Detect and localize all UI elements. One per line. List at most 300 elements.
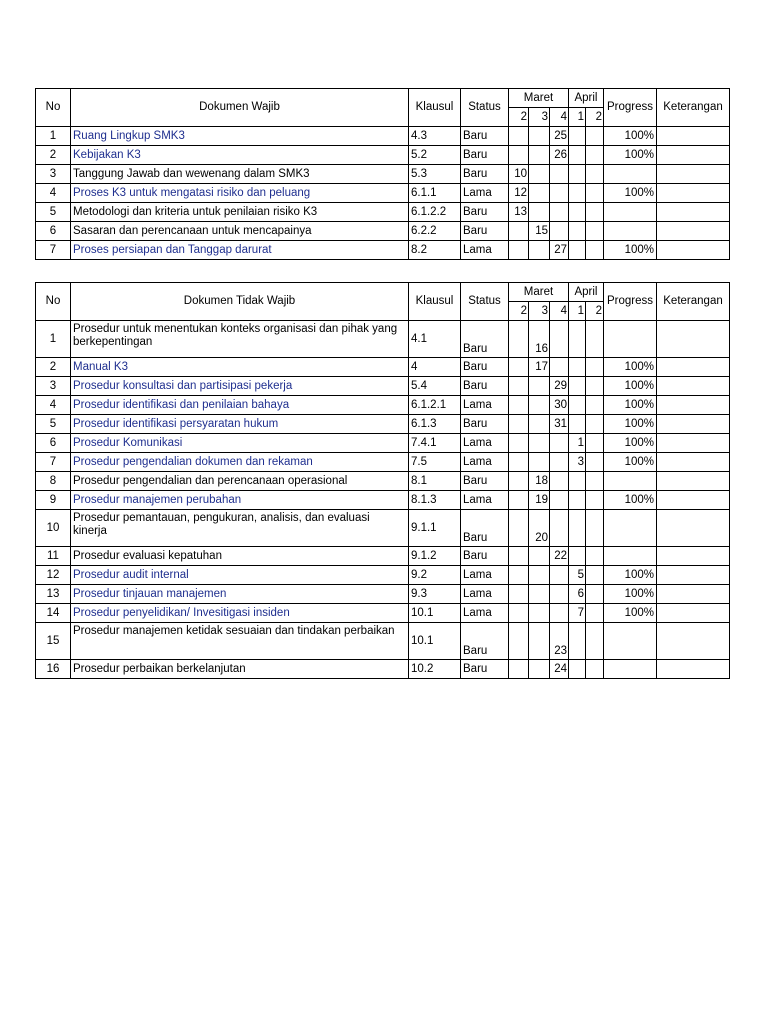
- klausul-cell: 5.3: [409, 165, 461, 184]
- table-row: [36, 146, 730, 165]
- klausul-cell: 6.1.2.1: [409, 396, 461, 415]
- progress-cell: 100%: [604, 127, 657, 146]
- klausul-cell: 4.1: [409, 321, 461, 358]
- row-number: 2: [36, 146, 71, 165]
- maret-week-2-cell: [509, 566, 529, 585]
- status-cell: Baru: [461, 415, 509, 434]
- progress-cell: [604, 547, 657, 566]
- april-week-2-cell: [586, 434, 604, 453]
- header-maret-week: 4: [550, 302, 569, 321]
- document-name: Prosedur pemantauan, pengukuran, analisis, dan evaluasi kinerja: [71, 510, 409, 547]
- header-april-week: 1: [569, 108, 586, 127]
- maret-week-3-cell: [529, 585, 550, 604]
- header-dokumen-wajib: Dokumen Wajib: [71, 89, 409, 127]
- header-maret: Maret: [509, 89, 569, 108]
- row-number: 12: [36, 566, 71, 585]
- april-week-2-cell: [586, 358, 604, 377]
- maret-week-2-cell: [509, 358, 529, 377]
- row-number: 16: [36, 660, 71, 679]
- status-cell: Baru: [461, 165, 509, 184]
- maret-week-4-cell: 25: [550, 127, 569, 146]
- maret-week-4-cell: 26: [550, 146, 569, 165]
- table-row: [36, 453, 730, 472]
- maret-week-4-cell: 29: [550, 377, 569, 396]
- april-week-2-cell: [586, 660, 604, 679]
- header-maret: Maret: [509, 283, 569, 302]
- maret-week-2-cell: 10: [509, 165, 529, 184]
- document-name: Prosedur audit internal: [71, 566, 409, 585]
- april-week-1-cell: [569, 623, 586, 660]
- progress-cell: [604, 222, 657, 241]
- keterangan-cell: [657, 453, 730, 472]
- april-week-2-cell: [586, 321, 604, 358]
- header-april-week: 2: [586, 108, 604, 127]
- klausul-cell: 8.2: [409, 241, 461, 260]
- table-row: [36, 491, 730, 510]
- keterangan-cell: [657, 660, 730, 679]
- maret-week-4-cell: 24: [550, 660, 569, 679]
- maret-week-4-cell: 23: [550, 623, 569, 660]
- maret-week-2-cell: [509, 241, 529, 260]
- maret-week-2-cell: [509, 415, 529, 434]
- status-cell: Lama: [461, 566, 509, 585]
- klausul-cell: 7.5: [409, 453, 461, 472]
- april-week-1-cell: [569, 491, 586, 510]
- status-cell: Baru: [461, 222, 509, 241]
- maret-week-2-cell: [509, 321, 529, 358]
- april-week-1-cell: [569, 146, 586, 165]
- progress-cell: 100%: [604, 604, 657, 623]
- klausul-cell: 8.1.3: [409, 491, 461, 510]
- keterangan-cell: [657, 146, 730, 165]
- april-week-2-cell: [586, 472, 604, 491]
- table-row: [36, 321, 730, 358]
- table-row: [36, 396, 730, 415]
- keterangan-cell: [657, 165, 730, 184]
- document-name: Prosedur perbaikan berkelanjutan: [71, 660, 409, 679]
- april-week-2-cell: [586, 415, 604, 434]
- status-cell: Baru: [461, 321, 509, 358]
- keterangan-cell: [657, 491, 730, 510]
- table-row: [36, 358, 730, 377]
- row-number: 6: [36, 222, 71, 241]
- progress-cell: 100%: [604, 453, 657, 472]
- maret-week-4-cell: [550, 491, 569, 510]
- april-week-2-cell: [586, 585, 604, 604]
- maret-week-3-cell: [529, 165, 550, 184]
- header-maret-week: 2: [509, 302, 529, 321]
- progress-cell: [604, 623, 657, 660]
- maret-week-3-cell: 19: [529, 491, 550, 510]
- maret-week-4-cell: [550, 184, 569, 203]
- status-cell: Lama: [461, 396, 509, 415]
- progress-cell: [604, 472, 657, 491]
- table-row: [36, 660, 730, 679]
- maret-week-2-cell: [509, 491, 529, 510]
- header-april: April: [569, 89, 604, 108]
- table-row: [36, 510, 730, 547]
- table-row: [36, 623, 730, 660]
- keterangan-cell: [657, 566, 730, 585]
- status-cell: Baru: [461, 203, 509, 222]
- april-week-1-cell: [569, 222, 586, 241]
- keterangan-cell: [657, 547, 730, 566]
- row-number: 9: [36, 491, 71, 510]
- status-cell: Baru: [461, 472, 509, 491]
- row-number: 15: [36, 623, 71, 660]
- row-number: 2: [36, 358, 71, 377]
- april-week-2-cell: [586, 566, 604, 585]
- april-week-2-cell: [586, 127, 604, 146]
- status-cell: Baru: [461, 547, 509, 566]
- row-number: 14: [36, 604, 71, 623]
- maret-week-3-cell: [529, 184, 550, 203]
- keterangan-cell: [657, 203, 730, 222]
- table-row: [36, 585, 730, 604]
- document-name: Prosedur konsultasi dan partisipasi pekerja: [71, 377, 409, 396]
- klausul-cell: 9.2: [409, 566, 461, 585]
- april-week-1-cell: [569, 358, 586, 377]
- status-cell: Baru: [461, 623, 509, 660]
- table-row: [36, 566, 730, 585]
- april-week-2-cell: [586, 146, 604, 165]
- april-week-1-cell: [569, 203, 586, 222]
- header-keterangan: Keterangan: [657, 283, 730, 321]
- table-row: [36, 415, 730, 434]
- april-week-2-cell: [586, 222, 604, 241]
- row-number: 4: [36, 184, 71, 203]
- header-klausul: Klausul: [409, 283, 461, 321]
- document-name: Proses K3 untuk mengatasi risiko dan peluang: [71, 184, 409, 203]
- april-week-1-cell: 6: [569, 585, 586, 604]
- maret-week-3-cell: [529, 377, 550, 396]
- status-cell: Lama: [461, 434, 509, 453]
- status-cell: Lama: [461, 491, 509, 510]
- klausul-cell: 10.1: [409, 604, 461, 623]
- april-week-1-cell: [569, 547, 586, 566]
- april-week-2-cell: [586, 203, 604, 222]
- table-row: [36, 547, 730, 566]
- header-klausul: Klausul: [409, 89, 461, 127]
- row-number: 7: [36, 241, 71, 260]
- table-row: [36, 184, 730, 203]
- klausul-cell: 5.2: [409, 146, 461, 165]
- progress-cell: 100%: [604, 358, 657, 377]
- progress-cell: [604, 165, 657, 184]
- maret-week-4-cell: 30: [550, 396, 569, 415]
- document-name: Sasaran dan perencanaan untuk mencapainya: [71, 222, 409, 241]
- maret-week-4-cell: 22: [550, 547, 569, 566]
- document-name: Prosedur manajemen perubahan: [71, 491, 409, 510]
- document-name: Metodologi dan kriteria untuk penilaian risiko K3: [71, 203, 409, 222]
- dokumen-wajib-table: [35, 88, 730, 260]
- klausul-cell: 9.1.1: [409, 510, 461, 547]
- april-week-2-cell: [586, 604, 604, 623]
- april-week-1-cell: [569, 660, 586, 679]
- table-row: [36, 241, 730, 260]
- maret-week-2-cell: [509, 472, 529, 491]
- maret-week-2-cell: [509, 434, 529, 453]
- maret-week-2-cell: [509, 127, 529, 146]
- april-week-2-cell: [586, 547, 604, 566]
- klausul-cell: 4.3: [409, 127, 461, 146]
- table-row: [36, 165, 730, 184]
- maret-week-4-cell: [550, 321, 569, 358]
- maret-week-3-cell: [529, 604, 550, 623]
- maret-week-4-cell: [550, 585, 569, 604]
- april-week-1-cell: [569, 241, 586, 260]
- maret-week-4-cell: [550, 472, 569, 491]
- maret-week-3-cell: [529, 660, 550, 679]
- document-name: Prosedur identifikasi persyaratan hukum: [71, 415, 409, 434]
- april-week-1-cell: 1: [569, 434, 586, 453]
- header-maret-week: 3: [529, 302, 550, 321]
- row-number: 4: [36, 396, 71, 415]
- document-name: Prosedur pengendalian dan perencanaan operasional: [71, 472, 409, 491]
- keterangan-cell: [657, 510, 730, 547]
- april-week-2-cell: [586, 623, 604, 660]
- document-name: Prosedur manajemen ketidak sesuaian dan tindakan perbaikan: [71, 623, 409, 660]
- keterangan-cell: [657, 623, 730, 660]
- maret-week-3-cell: 16: [529, 321, 550, 358]
- maret-week-4-cell: [550, 358, 569, 377]
- table-row: [36, 377, 730, 396]
- document-name: Proses persiapan dan Tanggap darurat: [71, 241, 409, 260]
- status-cell: Baru: [461, 127, 509, 146]
- maret-week-3-cell: [529, 241, 550, 260]
- keterangan-cell: [657, 358, 730, 377]
- maret-week-2-cell: [509, 660, 529, 679]
- keterangan-cell: [657, 585, 730, 604]
- maret-week-2-cell: 13: [509, 203, 529, 222]
- april-week-1-cell: [569, 184, 586, 203]
- klausul-cell: 7.4.1: [409, 434, 461, 453]
- maret-week-4-cell: 31: [550, 415, 569, 434]
- april-week-2-cell: [586, 396, 604, 415]
- maret-week-3-cell: [529, 127, 550, 146]
- klausul-cell: 6.1.1: [409, 184, 461, 203]
- april-week-1-cell: 3: [569, 453, 586, 472]
- keterangan-cell: [657, 241, 730, 260]
- header-status: Status: [461, 89, 509, 127]
- status-cell: Baru: [461, 660, 509, 679]
- keterangan-cell: [657, 222, 730, 241]
- dokumen-wajib-rows: [36, 127, 730, 260]
- klausul-cell: 6.2.2: [409, 222, 461, 241]
- row-number: 5: [36, 415, 71, 434]
- maret-week-2-cell: [509, 623, 529, 660]
- maret-week-2-cell: [509, 547, 529, 566]
- maret-week-3-cell: [529, 434, 550, 453]
- april-week-2-cell: [586, 241, 604, 260]
- april-week-2-cell: [586, 165, 604, 184]
- maret-week-3-cell: [529, 566, 550, 585]
- april-week-1-cell: [569, 472, 586, 491]
- april-week-1-cell: [569, 415, 586, 434]
- header-progress: Progress: [604, 283, 657, 321]
- row-number: 3: [36, 165, 71, 184]
- maret-week-4-cell: [550, 434, 569, 453]
- maret-week-3-cell: [529, 415, 550, 434]
- maret-week-2-cell: [509, 604, 529, 623]
- header-no: No: [36, 89, 71, 127]
- klausul-cell: 10.1: [409, 623, 461, 660]
- maret-week-4-cell: [550, 566, 569, 585]
- april-week-2-cell: [586, 453, 604, 472]
- maret-week-3-cell: 15: [529, 222, 550, 241]
- progress-cell: 100%: [604, 146, 657, 165]
- document-name: Prosedur evaluasi kepatuhan: [71, 547, 409, 566]
- status-cell: Lama: [461, 604, 509, 623]
- keterangan-cell: [657, 434, 730, 453]
- april-week-1-cell: [569, 127, 586, 146]
- document-name: Prosedur untuk menentukan konteks organisasi dan pihak yang berkepentingan: [71, 321, 409, 358]
- april-week-2-cell: [586, 491, 604, 510]
- row-number: 13: [36, 585, 71, 604]
- progress-cell: [604, 510, 657, 547]
- table-row: [36, 604, 730, 623]
- header-keterangan: Keterangan: [657, 89, 730, 127]
- table-row: [36, 434, 730, 453]
- maret-week-2-cell: [509, 146, 529, 165]
- maret-week-4-cell: [550, 203, 569, 222]
- header-dokumen-tidak-wajib: Dokumen Tidak Wajib: [71, 283, 409, 321]
- header-progress: Progress: [604, 89, 657, 127]
- klausul-cell: 10.2: [409, 660, 461, 679]
- maret-week-2-cell: [509, 396, 529, 415]
- maret-week-2-cell: [509, 377, 529, 396]
- maret-week-2-cell: [509, 510, 529, 547]
- klausul-cell: 6.1.3: [409, 415, 461, 434]
- status-cell: Baru: [461, 358, 509, 377]
- april-week-1-cell: 5: [569, 566, 586, 585]
- status-cell: Baru: [461, 377, 509, 396]
- row-number: 11: [36, 547, 71, 566]
- progress-cell: 100%: [604, 184, 657, 203]
- header-april-week: 2: [586, 302, 604, 321]
- maret-week-3-cell: [529, 146, 550, 165]
- april-week-1-cell: [569, 321, 586, 358]
- maret-week-4-cell: [550, 510, 569, 547]
- maret-week-4-cell: [550, 222, 569, 241]
- status-cell: Lama: [461, 184, 509, 203]
- april-week-1-cell: [569, 396, 586, 415]
- maret-week-3-cell: 18: [529, 472, 550, 491]
- keterangan-cell: [657, 415, 730, 434]
- document-name: Prosedur identifikasi dan penilaian bahaya: [71, 396, 409, 415]
- keterangan-cell: [657, 127, 730, 146]
- keterangan-cell: [657, 604, 730, 623]
- keterangan-cell: [657, 321, 730, 358]
- maret-week-3-cell: [529, 623, 550, 660]
- document-name: Prosedur pengendalian dokumen dan rekaman: [71, 453, 409, 472]
- header-maret-week: 3: [529, 108, 550, 127]
- klausul-cell: 9.3: [409, 585, 461, 604]
- row-number: 10: [36, 510, 71, 547]
- klausul-cell: 9.1.2: [409, 547, 461, 566]
- april-week-1-cell: [569, 165, 586, 184]
- row-number: 6: [36, 434, 71, 453]
- maret-week-2-cell: [509, 453, 529, 472]
- table-row: [36, 222, 730, 241]
- klausul-cell: 6.1.2.2: [409, 203, 461, 222]
- progress-cell: 100%: [604, 415, 657, 434]
- klausul-cell: 5.4: [409, 377, 461, 396]
- maret-week-3-cell: [529, 453, 550, 472]
- klausul-cell: 4: [409, 358, 461, 377]
- header-april: April: [569, 283, 604, 302]
- progress-cell: 100%: [604, 434, 657, 453]
- status-cell: Lama: [461, 585, 509, 604]
- document-name: Tanggung Jawab dan wewenang dalam SMK3: [71, 165, 409, 184]
- maret-week-3-cell: [529, 203, 550, 222]
- progress-cell: [604, 321, 657, 358]
- keterangan-cell: [657, 396, 730, 415]
- maret-week-2-cell: [509, 222, 529, 241]
- keterangan-cell: [657, 472, 730, 491]
- progress-cell: 100%: [604, 566, 657, 585]
- keterangan-cell: [657, 377, 730, 396]
- progress-cell: [604, 203, 657, 222]
- row-number: 5: [36, 203, 71, 222]
- april-week-2-cell: [586, 510, 604, 547]
- status-cell: Baru: [461, 510, 509, 547]
- status-cell: Lama: [461, 241, 509, 260]
- progress-cell: 100%: [604, 396, 657, 415]
- status-cell: Lama: [461, 453, 509, 472]
- maret-week-3-cell: 17: [529, 358, 550, 377]
- table-row: [36, 203, 730, 222]
- maret-week-4-cell: [550, 604, 569, 623]
- april-week-1-cell: [569, 510, 586, 547]
- row-number: 7: [36, 453, 71, 472]
- progress-cell: [604, 660, 657, 679]
- maret-week-4-cell: [550, 165, 569, 184]
- header-maret-week: 2: [509, 108, 529, 127]
- maret-week-2-cell: 12: [509, 184, 529, 203]
- maret-week-2-cell: [509, 585, 529, 604]
- progress-cell: 100%: [604, 241, 657, 260]
- april-week-2-cell: [586, 184, 604, 203]
- april-week-2-cell: [586, 377, 604, 396]
- header-status: Status: [461, 283, 509, 321]
- document-name: Prosedur tinjauan manajemen: [71, 585, 409, 604]
- header-april-week: 1: [569, 302, 586, 321]
- maret-week-4-cell: 27: [550, 241, 569, 260]
- maret-week-3-cell: 20: [529, 510, 550, 547]
- status-cell: Baru: [461, 146, 509, 165]
- maret-week-4-cell: [550, 453, 569, 472]
- progress-cell: 100%: [604, 585, 657, 604]
- table-row: [36, 127, 730, 146]
- header-maret-week: 4: [550, 108, 569, 127]
- april-week-1-cell: [569, 377, 586, 396]
- document-name: Manual K3: [71, 358, 409, 377]
- maret-week-3-cell: [529, 547, 550, 566]
- row-number: 3: [36, 377, 71, 396]
- document-name: Kebijakan K3: [71, 146, 409, 165]
- document-name: Ruang Lingkup SMK3: [71, 127, 409, 146]
- header-no: No: [36, 283, 71, 321]
- progress-cell: 100%: [604, 491, 657, 510]
- row-number: 1: [36, 321, 71, 358]
- document-name: Prosedur penyelidikan/ Invesitigasi insiden: [71, 604, 409, 623]
- table-row: [36, 472, 730, 491]
- keterangan-cell: [657, 184, 730, 203]
- document-name: Prosedur Komunikasi: [71, 434, 409, 453]
- klausul-cell: 8.1: [409, 472, 461, 491]
- dokumen-tidak-wajib-rows: [36, 321, 730, 679]
